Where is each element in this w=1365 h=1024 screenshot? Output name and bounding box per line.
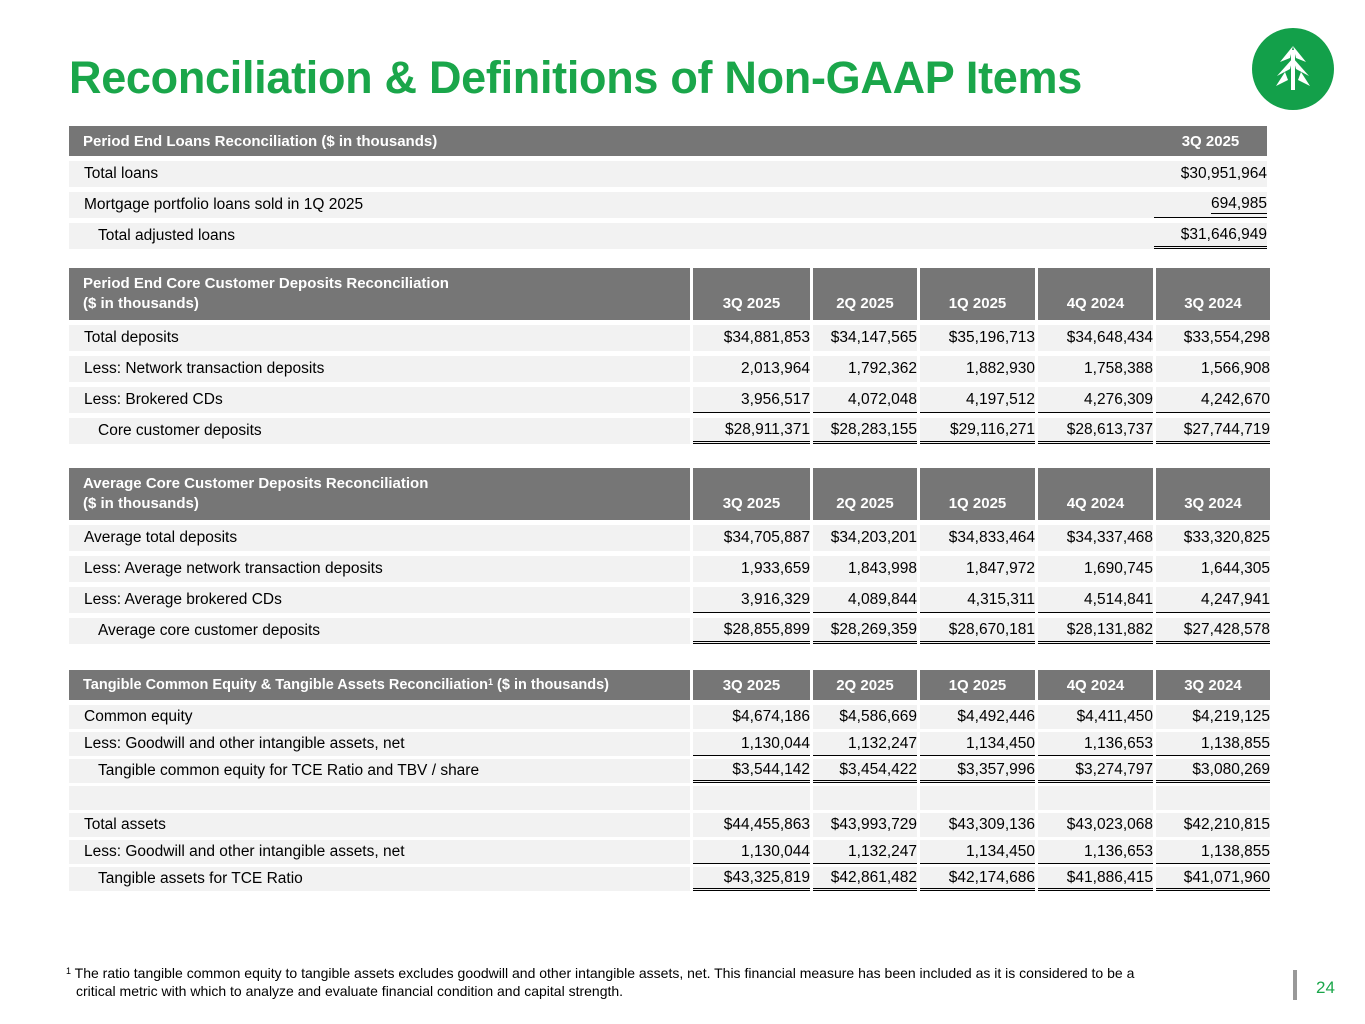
loans-table <box>69 126 1267 249</box>
period-header: 3Q 2024 <box>1156 268 1270 320</box>
table-cell: $34,147,565 <box>813 325 917 351</box>
spacer-cell <box>1038 786 1153 810</box>
period-header: 3Q 2024 <box>1156 468 1270 520</box>
table-cell: 1,134,450 <box>920 732 1035 756</box>
table-cell: 1,843,998 <box>813 556 917 582</box>
avg-deposits-header <box>69 468 690 520</box>
table-cell: $4,492,446 <box>920 705 1035 729</box>
table-cell: $34,881,853 <box>693 325 810 351</box>
table-cell: 4,197,512 <box>920 387 1035 413</box>
table-row-label: Total deposits <box>69 325 690 351</box>
table-cell: 3,956,517 <box>693 387 810 413</box>
table-cell: $28,855,899 <box>693 618 810 644</box>
table-cell: 3,916,329 <box>693 587 810 613</box>
table-cell: $34,705,887 <box>693 525 810 551</box>
table-cell: $4,586,669 <box>813 705 917 729</box>
table-cell: 4,514,841 <box>1038 587 1153 613</box>
footnote-marker: 1 <box>66 966 72 976</box>
table-cell: 1,130,044 <box>693 840 810 864</box>
table-cell: 2,013,964 <box>693 356 810 382</box>
pe-deposits-table <box>69 268 1270 444</box>
spacer-row <box>69 786 690 810</box>
footnote <box>66 964 1246 1000</box>
period-header: 4Q 2024 <box>1038 670 1153 700</box>
table-cell: $33,320,825 <box>1156 525 1270 551</box>
table-cell: $34,833,464 <box>920 525 1035 551</box>
table-row-label: Total adjusted loans <box>69 223 1154 249</box>
table-row-label: Core customer deposits <box>69 418 690 444</box>
table-cell: $43,993,729 <box>813 813 917 837</box>
table-cell: $43,023,068 <box>1038 813 1153 837</box>
table-cell: $27,744,719 <box>1156 418 1270 444</box>
header-line: Period End Core Customer Deposits Reconciliation <box>83 275 449 292</box>
page-divider <box>1293 970 1297 1000</box>
footnote-marker: 1 <box>487 677 493 687</box>
table-cell: $43,325,819 <box>693 867 810 891</box>
page-title: Reconciliation & Definitions of Non-GAAP Items <box>69 52 1082 103</box>
table-cell: $41,886,415 <box>1038 867 1153 891</box>
tree-logo-icon <box>1252 28 1334 110</box>
table-cell: $3,454,422 <box>813 759 917 783</box>
table-cell: 4,247,941 <box>1156 587 1270 613</box>
table-cell: 1,792,362 <box>813 356 917 382</box>
period-header: 3Q 2025 <box>693 268 810 320</box>
period-header: 2Q 2025 <box>813 468 917 520</box>
table-cell: 1,136,653 <box>1038 840 1153 864</box>
header-line: ($ in thousands) <box>83 295 199 312</box>
table-cell: 1,138,855 <box>1156 732 1270 756</box>
footnote-text: critical metric with which to analyze and evaluate financial condition and capital strength. <box>76 983 624 999</box>
table-cell: $3,544,142 <box>693 759 810 783</box>
table-cell: 1,933,659 <box>693 556 810 582</box>
table-cell: $4,411,450 <box>1038 705 1153 729</box>
table-row-label: Average core customer deposits <box>69 618 690 644</box>
period-header: 2Q 2025 <box>813 268 917 320</box>
spacer-cell <box>1156 786 1270 810</box>
period-header: 4Q 2024 <box>1038 468 1153 520</box>
header-suffix: ($ in thousands) <box>493 677 609 693</box>
table-row-label: Common equity <box>69 705 690 729</box>
table-cell: $42,174,686 <box>920 867 1035 891</box>
table-row-label: Less: Brokered CDs <box>69 387 690 413</box>
table-cell: $41,071,960 <box>1156 867 1270 891</box>
table-cell: $44,455,863 <box>693 813 810 837</box>
header-line: Average Core Customer Deposits Reconciliation <box>83 475 429 492</box>
table-cell: $28,283,155 <box>813 418 917 444</box>
table-cell: 1,138,855 <box>1156 840 1270 864</box>
period-header: 4Q 2024 <box>1038 268 1153 320</box>
table-cell: 1,758,388 <box>1038 356 1153 382</box>
spacer-cell <box>920 786 1035 810</box>
table-cell: 1,130,044 <box>693 732 810 756</box>
period-header: 1Q 2025 <box>920 670 1035 700</box>
table-cell: $28,613,737 <box>1038 418 1153 444</box>
table-cell: 1,566,908 <box>1156 356 1270 382</box>
table-cell: $42,861,482 <box>813 867 917 891</box>
page-number: 24 <box>1316 978 1335 997</box>
table-row-label: Less: Goodwill and other intangible assets, net <box>69 840 690 864</box>
table-row-label: Less: Average network transaction deposits <box>69 556 690 582</box>
table-row-label: Tangible assets for TCE Ratio <box>69 867 690 891</box>
period-header: 3Q 2024 <box>1156 670 1270 700</box>
period-header: 1Q 2025 <box>920 468 1035 520</box>
footnote-text: The ratio tangible common equity to tangible assets excludes goodwill and other intangible assets, net. This financial measure has been included as it is considered to be a <box>71 965 1135 981</box>
table-cell: $33,554,298 <box>1156 325 1270 351</box>
table-cell: $28,911,371 <box>693 418 810 444</box>
table-cell: 694,985 <box>1154 192 1267 218</box>
table-cell: $3,274,797 <box>1038 759 1153 783</box>
table-cell: $4,674,186 <box>693 705 810 729</box>
table-cell: 1,644,305 <box>1156 556 1270 582</box>
period-header: 1Q 2025 <box>920 268 1035 320</box>
table-row-label: Total assets <box>69 813 690 837</box>
table-cell: $30,951,964 <box>1154 161 1267 187</box>
table-cell: 4,089,844 <box>813 587 917 613</box>
tce-table <box>69 670 1270 891</box>
spacer-cell <box>693 786 810 810</box>
table-cell: $27,428,578 <box>1156 618 1270 644</box>
table-cell: 1,132,247 <box>813 732 917 756</box>
table-cell: $34,648,434 <box>1038 325 1153 351</box>
table-cell: $3,357,996 <box>920 759 1035 783</box>
table-cell: 1,132,247 <box>813 840 917 864</box>
table-cell: $28,670,181 <box>920 618 1035 644</box>
loans-header: Period End Loans Reconciliation ($ in thousands) <box>69 126 1154 156</box>
table-row-label: Less: Goodwill and other intangible assets, net <box>69 732 690 756</box>
table-cell: $31,646,949 <box>1154 223 1267 249</box>
table-cell: 1,136,653 <box>1038 732 1153 756</box>
table-row-label: Less: Network transaction deposits <box>69 356 690 382</box>
table-cell: $4,219,125 <box>1156 705 1270 729</box>
table-cell: 4,072,048 <box>813 387 917 413</box>
tce-header <box>69 670 690 700</box>
table-row-label: Total loans <box>69 161 1154 187</box>
table-cell: 1,134,450 <box>920 840 1035 864</box>
table-row-label: Mortgage portfolio loans sold in 1Q 2025 <box>69 192 1154 218</box>
company-logo <box>1252 28 1334 110</box>
table-cell: $35,196,713 <box>920 325 1035 351</box>
spacer-cell <box>813 786 917 810</box>
period-header: 3Q 2025 <box>693 670 810 700</box>
table-cell: $43,309,136 <box>920 813 1035 837</box>
period-header: 3Q 2025 <box>693 468 810 520</box>
table-cell: 4,276,309 <box>1038 387 1153 413</box>
table-cell: 1,847,972 <box>920 556 1035 582</box>
pe-deposits-header <box>69 268 690 320</box>
table-cell: $34,337,468 <box>1038 525 1153 551</box>
loans-period-header: 3Q 2025 <box>1154 126 1267 156</box>
table-row-label: Tangible common equity for TCE Ratio and TBV / share <box>69 759 690 783</box>
table-cell: 1,690,745 <box>1038 556 1153 582</box>
period-header: 2Q 2025 <box>813 670 917 700</box>
table-cell: 4,242,670 <box>1156 387 1270 413</box>
avg-deposits-table <box>69 468 1270 644</box>
table-row-label: Less: Average brokered CDs <box>69 587 690 613</box>
header-text: Tangible Common Equity & Tangible Assets Reconciliation <box>83 677 488 693</box>
table-cell: $34,203,201 <box>813 525 917 551</box>
header-line: ($ in thousands) <box>83 495 199 512</box>
table-row-label: Average total deposits <box>69 525 690 551</box>
table-cell: $3,080,269 <box>1156 759 1270 783</box>
table-cell: $42,210,815 <box>1156 813 1270 837</box>
table-cell: 1,882,930 <box>920 356 1035 382</box>
table-cell: $28,269,359 <box>813 618 917 644</box>
table-cell: 4,315,311 <box>920 587 1035 613</box>
table-cell: $29,116,271 <box>920 418 1035 444</box>
table-cell: $28,131,882 <box>1038 618 1153 644</box>
